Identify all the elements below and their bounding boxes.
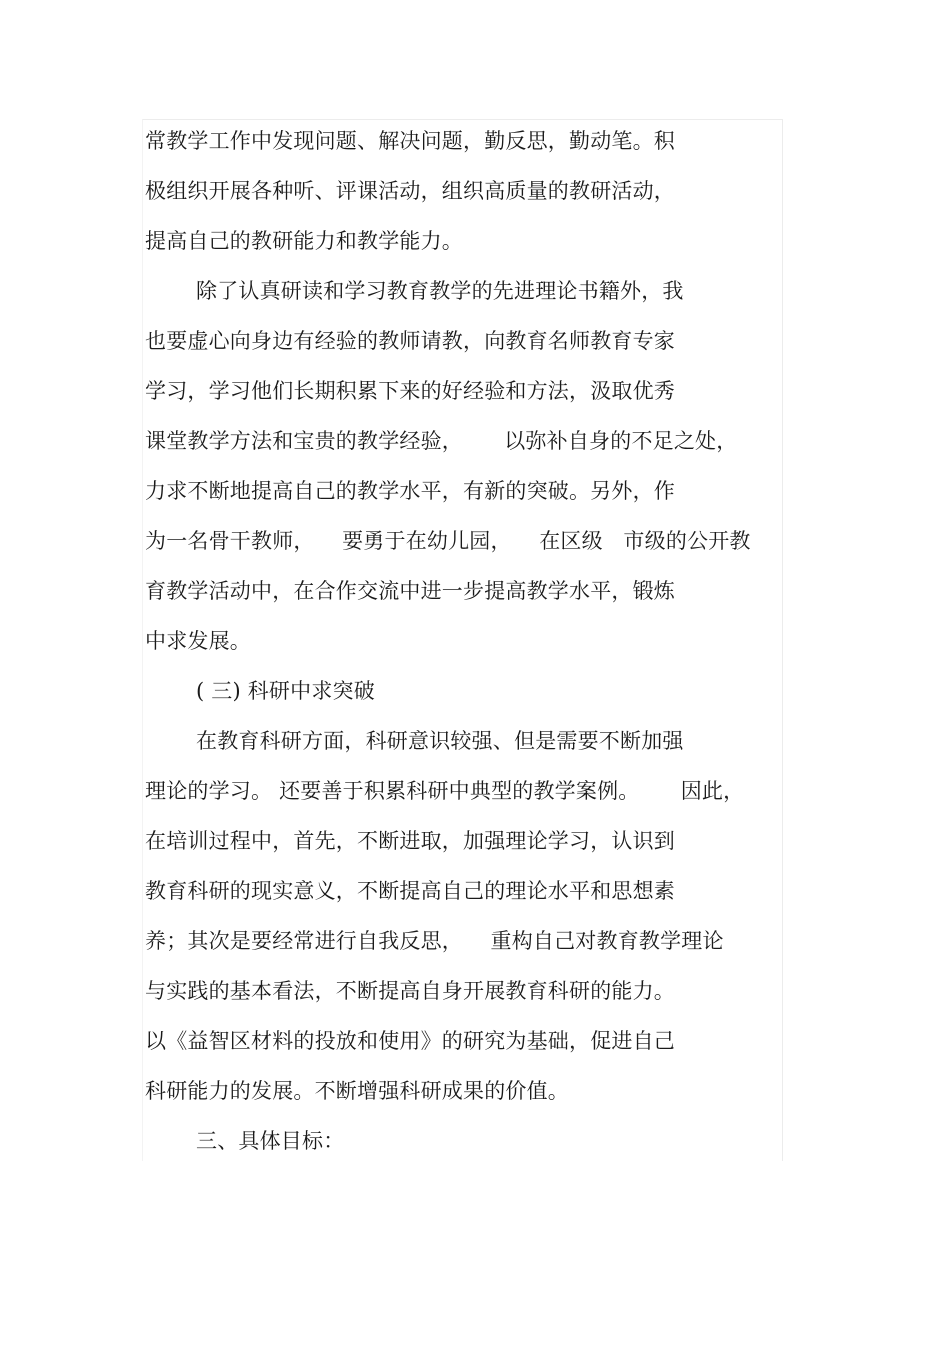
section-heading: 三、具体目标： [196,1129,345,1153]
text-line: 养；其次是要经常进行自我反思， 重构自己对教育教学理论 [145,929,724,953]
text-line: 教育科研的现实意义，不断提高自己的理论水平和思想素 [145,879,675,903]
text-line: 在培训过程中，首先，不断进取，加强理论学习，认识到 [145,829,675,853]
text-line: 提高自己的教研能力和教学能力。 [145,229,463,253]
section-heading: ( 三) 科研中求突破 [196,679,375,703]
text-line: 力求不断地提高自己的教学水平，有新的突破。另外，作 [145,479,675,503]
paragraph-first-line: 除了认真研读和学习教育教学的先进理论书籍外，我 [196,279,684,303]
text-line: 课堂教学方法和宝贵的教学经验， 以弥补自身的不足之处， [145,429,738,453]
text-line: 科研能力的发展。不断增强科研成果的价值。 [145,1079,569,1103]
text-line: 育教学活动中，在合作交流中进一步提高教学水平，锻炼 [145,579,675,603]
text-line: 学习，学习他们长期积累下来的好经验和方法，汲取优秀 [145,379,675,403]
text-line: 极组织开展各种听、评课活动，组织高质量的教研活动， [145,179,675,203]
text-line: 以《益智区材料的投放和使用》的研究为基础，促进自己 [145,1029,675,1053]
text-line: 中求发展。 [145,629,251,653]
text-line: 与实践的基本看法，不断提高自身开展教育科研的能力。 [145,979,675,1003]
text-line: 常教学工作中发现问题、解决问题，勤反思，勤动笔。积 [145,129,675,153]
text-line: 理论的学习。 还要善于积累科研中典型的教学案例。 因此， [145,779,745,803]
text-line: 也要虚心向身边有经验的教师请教，向教育名师教育专家 [145,329,675,353]
paragraph-first-line: 在教育科研方面，科研意识较强、但是需要不断加强 [196,729,684,753]
text-line: 为一名骨干教师， 要勇于在幼儿园， 在区级 市级的公开教 [145,529,751,553]
